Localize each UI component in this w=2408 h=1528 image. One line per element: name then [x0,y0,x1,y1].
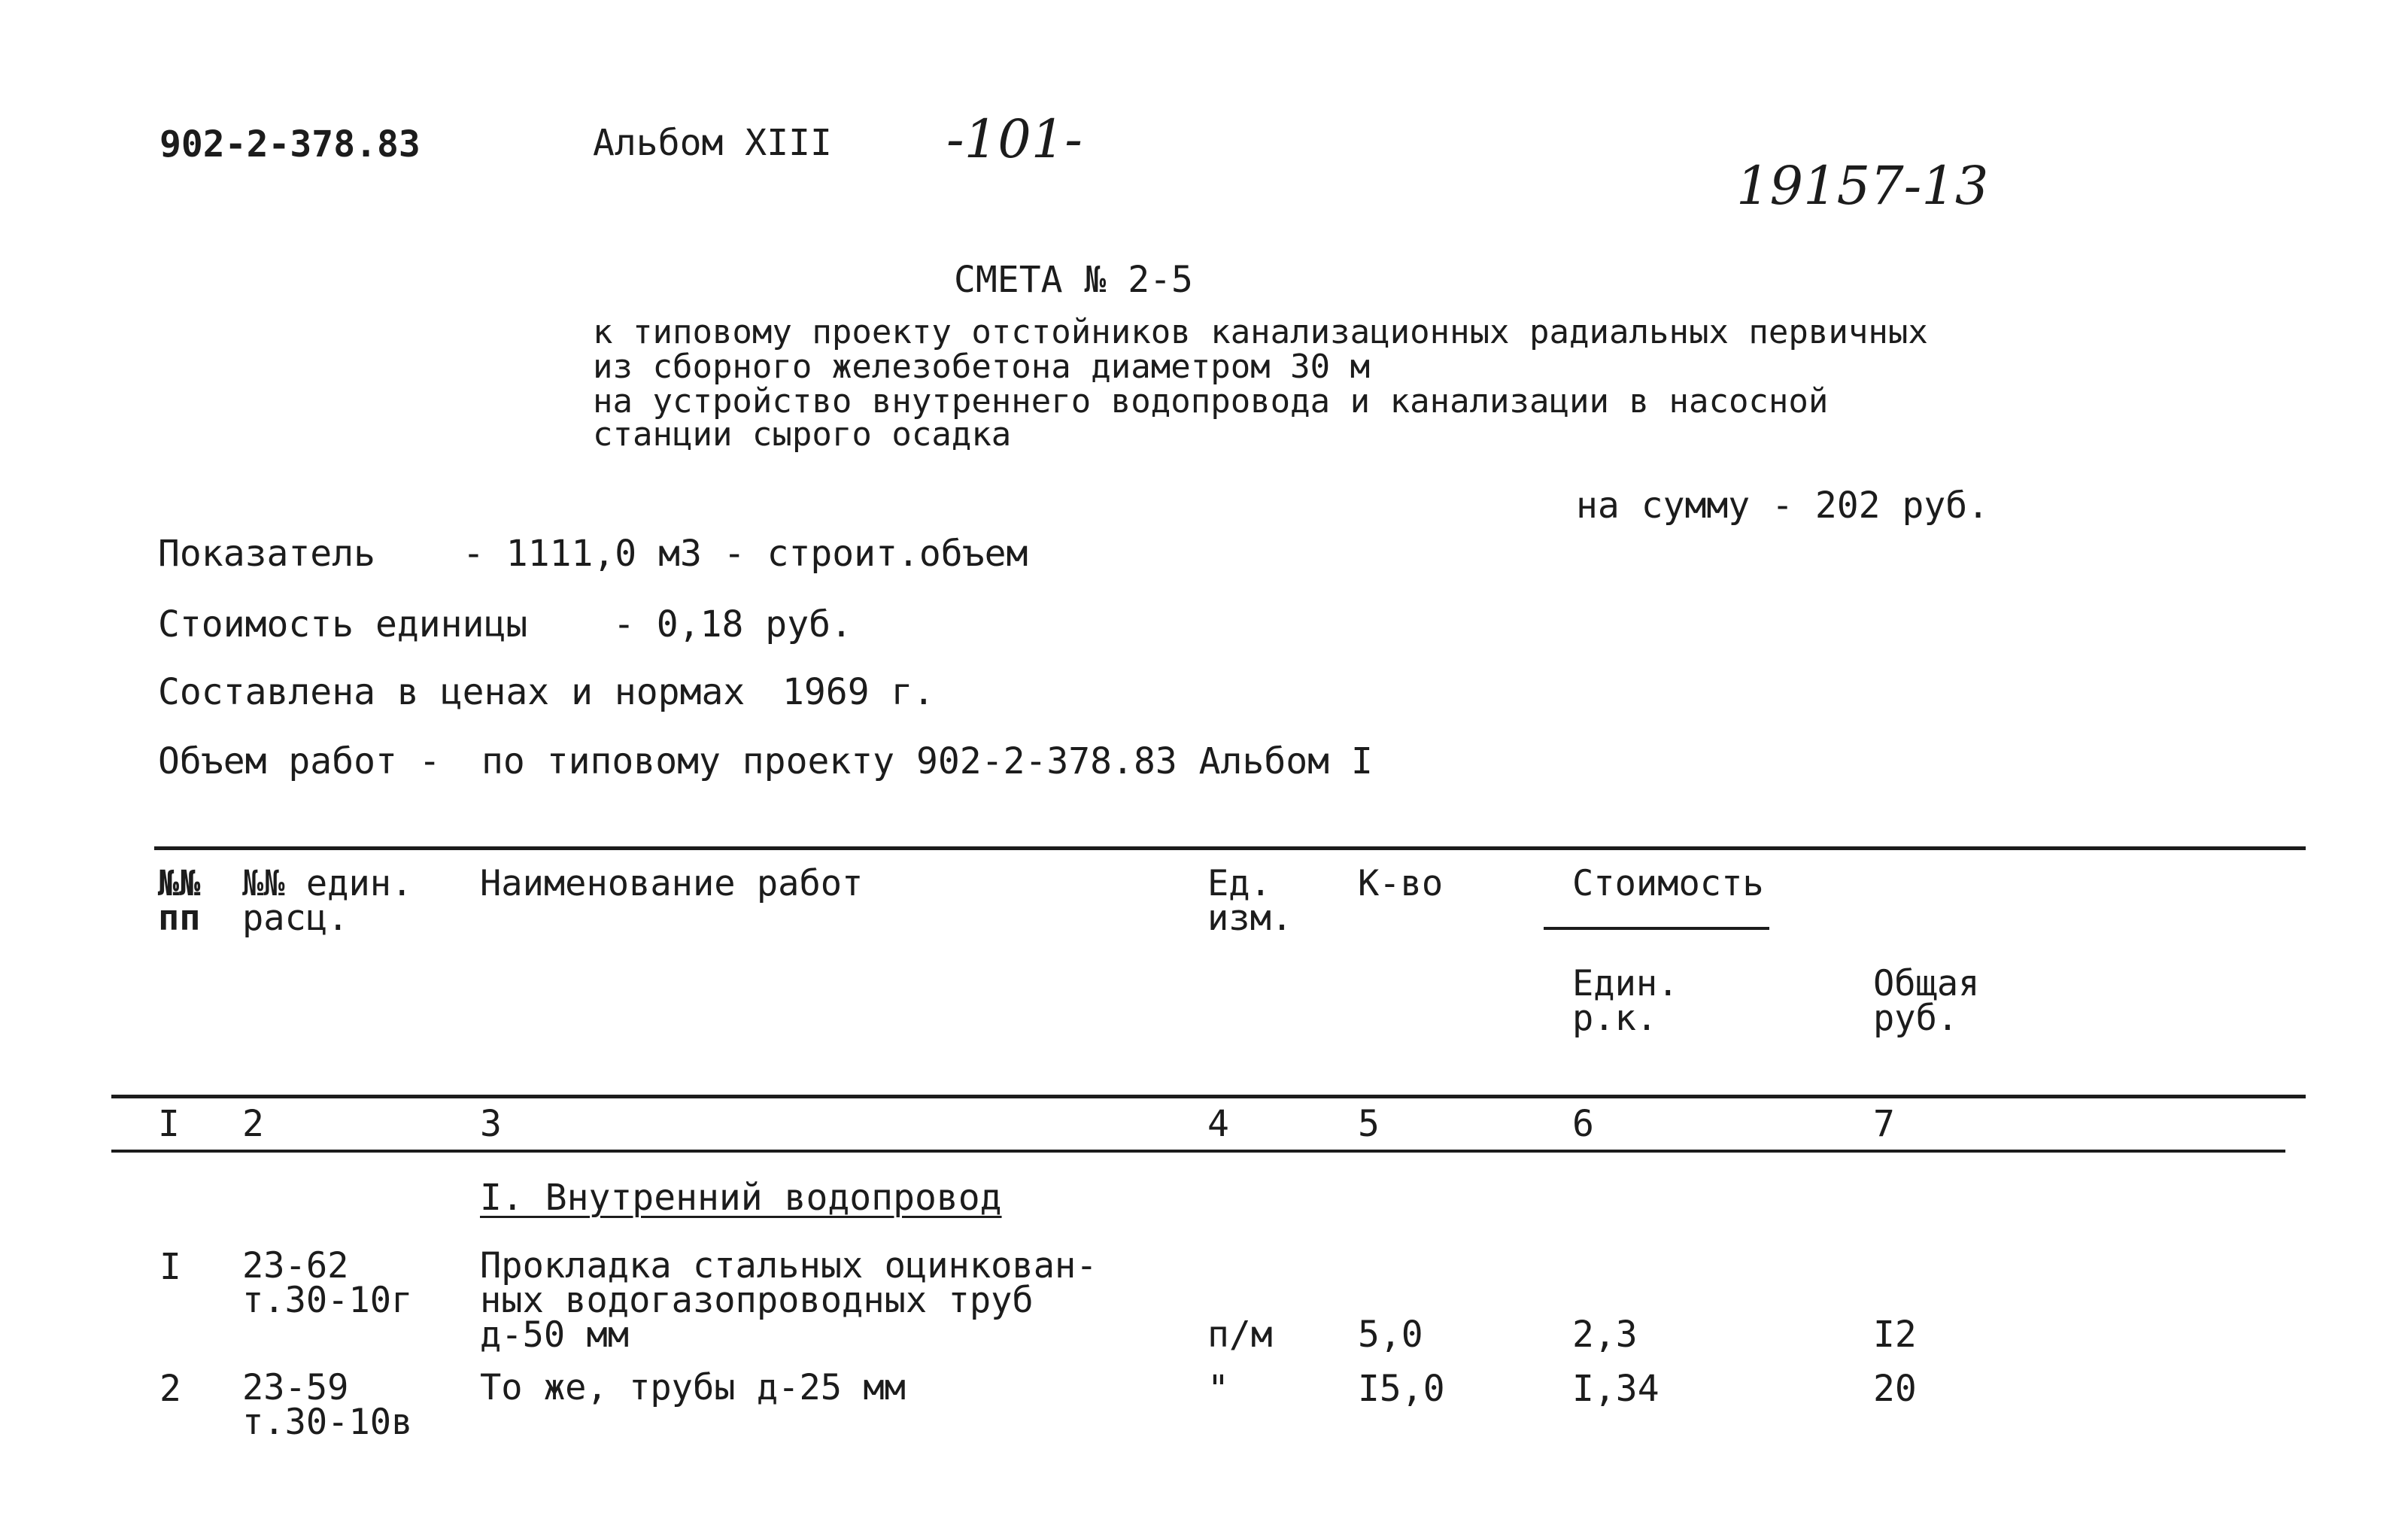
row-1-num: I [159,1246,181,1288]
total-sum: на сумму - 202 руб. [1576,485,1990,527]
row-2-unit: " [1207,1368,1229,1410]
scope-label: Объем работ - [158,740,441,782]
description-line-4: станции сырого осадка [593,415,1012,454]
column-numbers-bottom-rule [111,1150,2285,1153]
prices-label: Составлена в ценах и нормах [158,671,745,713]
row-1-name: Прокладка стальных оцинкован- ных водогазопроводных труб д-50 мм [480,1245,1098,1356]
row-2-name: То же, трубы д-25 мм [480,1367,906,1408]
description-line-3: на устройство внутреннего водопровода и канализации в насосной [593,382,1829,421]
album-label: Альбом XIII [593,122,832,164]
row-1-unit: п/м [1207,1314,1273,1356]
header-name: Наименование работ [480,863,864,904]
header-unit: Ед. изм. [1207,863,1293,939]
header-cost: Стоимость [1572,863,1764,904]
description-line-2: из сборного железобетона диаметром 30 м [593,348,1371,386]
row-1-unit-cost: 2,3 [1572,1314,1638,1356]
column-number-7: 7 [1873,1103,1895,1145]
column-number-5: 5 [1358,1103,1380,1145]
indicator-label: Показатель [158,533,375,575]
scope-value: по типовому проекту 902-2-378.83 Альбом I [481,740,1373,782]
column-number-2: 2 [242,1103,264,1145]
prices-year: 1969 г. [782,671,935,713]
header-qty: К-во [1358,863,1444,904]
header-num: №№ пп [158,863,201,939]
column-number-4: 4 [1207,1103,1229,1145]
row-1-total: I2 [1873,1314,1917,1356]
unit-cost-value: - 0,18 руб. [613,603,852,646]
section-title: I. Внутренний водопровод [480,1177,1002,1219]
description-line-1: к типовому проекту отстойников канализационных радиальных первичных [593,313,1928,351]
estimate-heading: СМЕТА № 2-5 [954,259,1193,301]
row-1-rate: 23-62 т.30-10г [242,1245,413,1321]
column-numbers-top-rule [111,1095,2306,1098]
header-rate: №№ един. расц. [242,863,413,939]
indicator-value: - 1111,0 м3 - строит.объем [463,533,1028,575]
header-total: Общая руб. [1873,963,1980,1039]
unit-cost-label: Стоимость единицы [158,603,528,646]
row-2-qty: I5,0 [1358,1368,1445,1410]
inventory-number: 19157-13 [1736,155,1989,217]
row-1-qty: 5,0 [1358,1314,1423,1356]
column-number-6: 6 [1572,1103,1594,1145]
header-unit-cost: Един. р.к. [1572,963,1679,1039]
row-2-unit-cost: I,34 [1572,1368,1659,1410]
row-2-rate: 23-59 т.30-10в [242,1367,413,1443]
column-number-1: I [158,1103,180,1145]
cost-header-rule [1544,927,1769,930]
row-2-total: 20 [1873,1368,1917,1410]
page-number: -101- [946,108,1083,170]
document-code: 902-2-378.83 [159,123,421,166]
row-2-num: 2 [159,1368,181,1410]
table-top-rule [154,846,2306,850]
column-number-3: 3 [480,1103,502,1145]
